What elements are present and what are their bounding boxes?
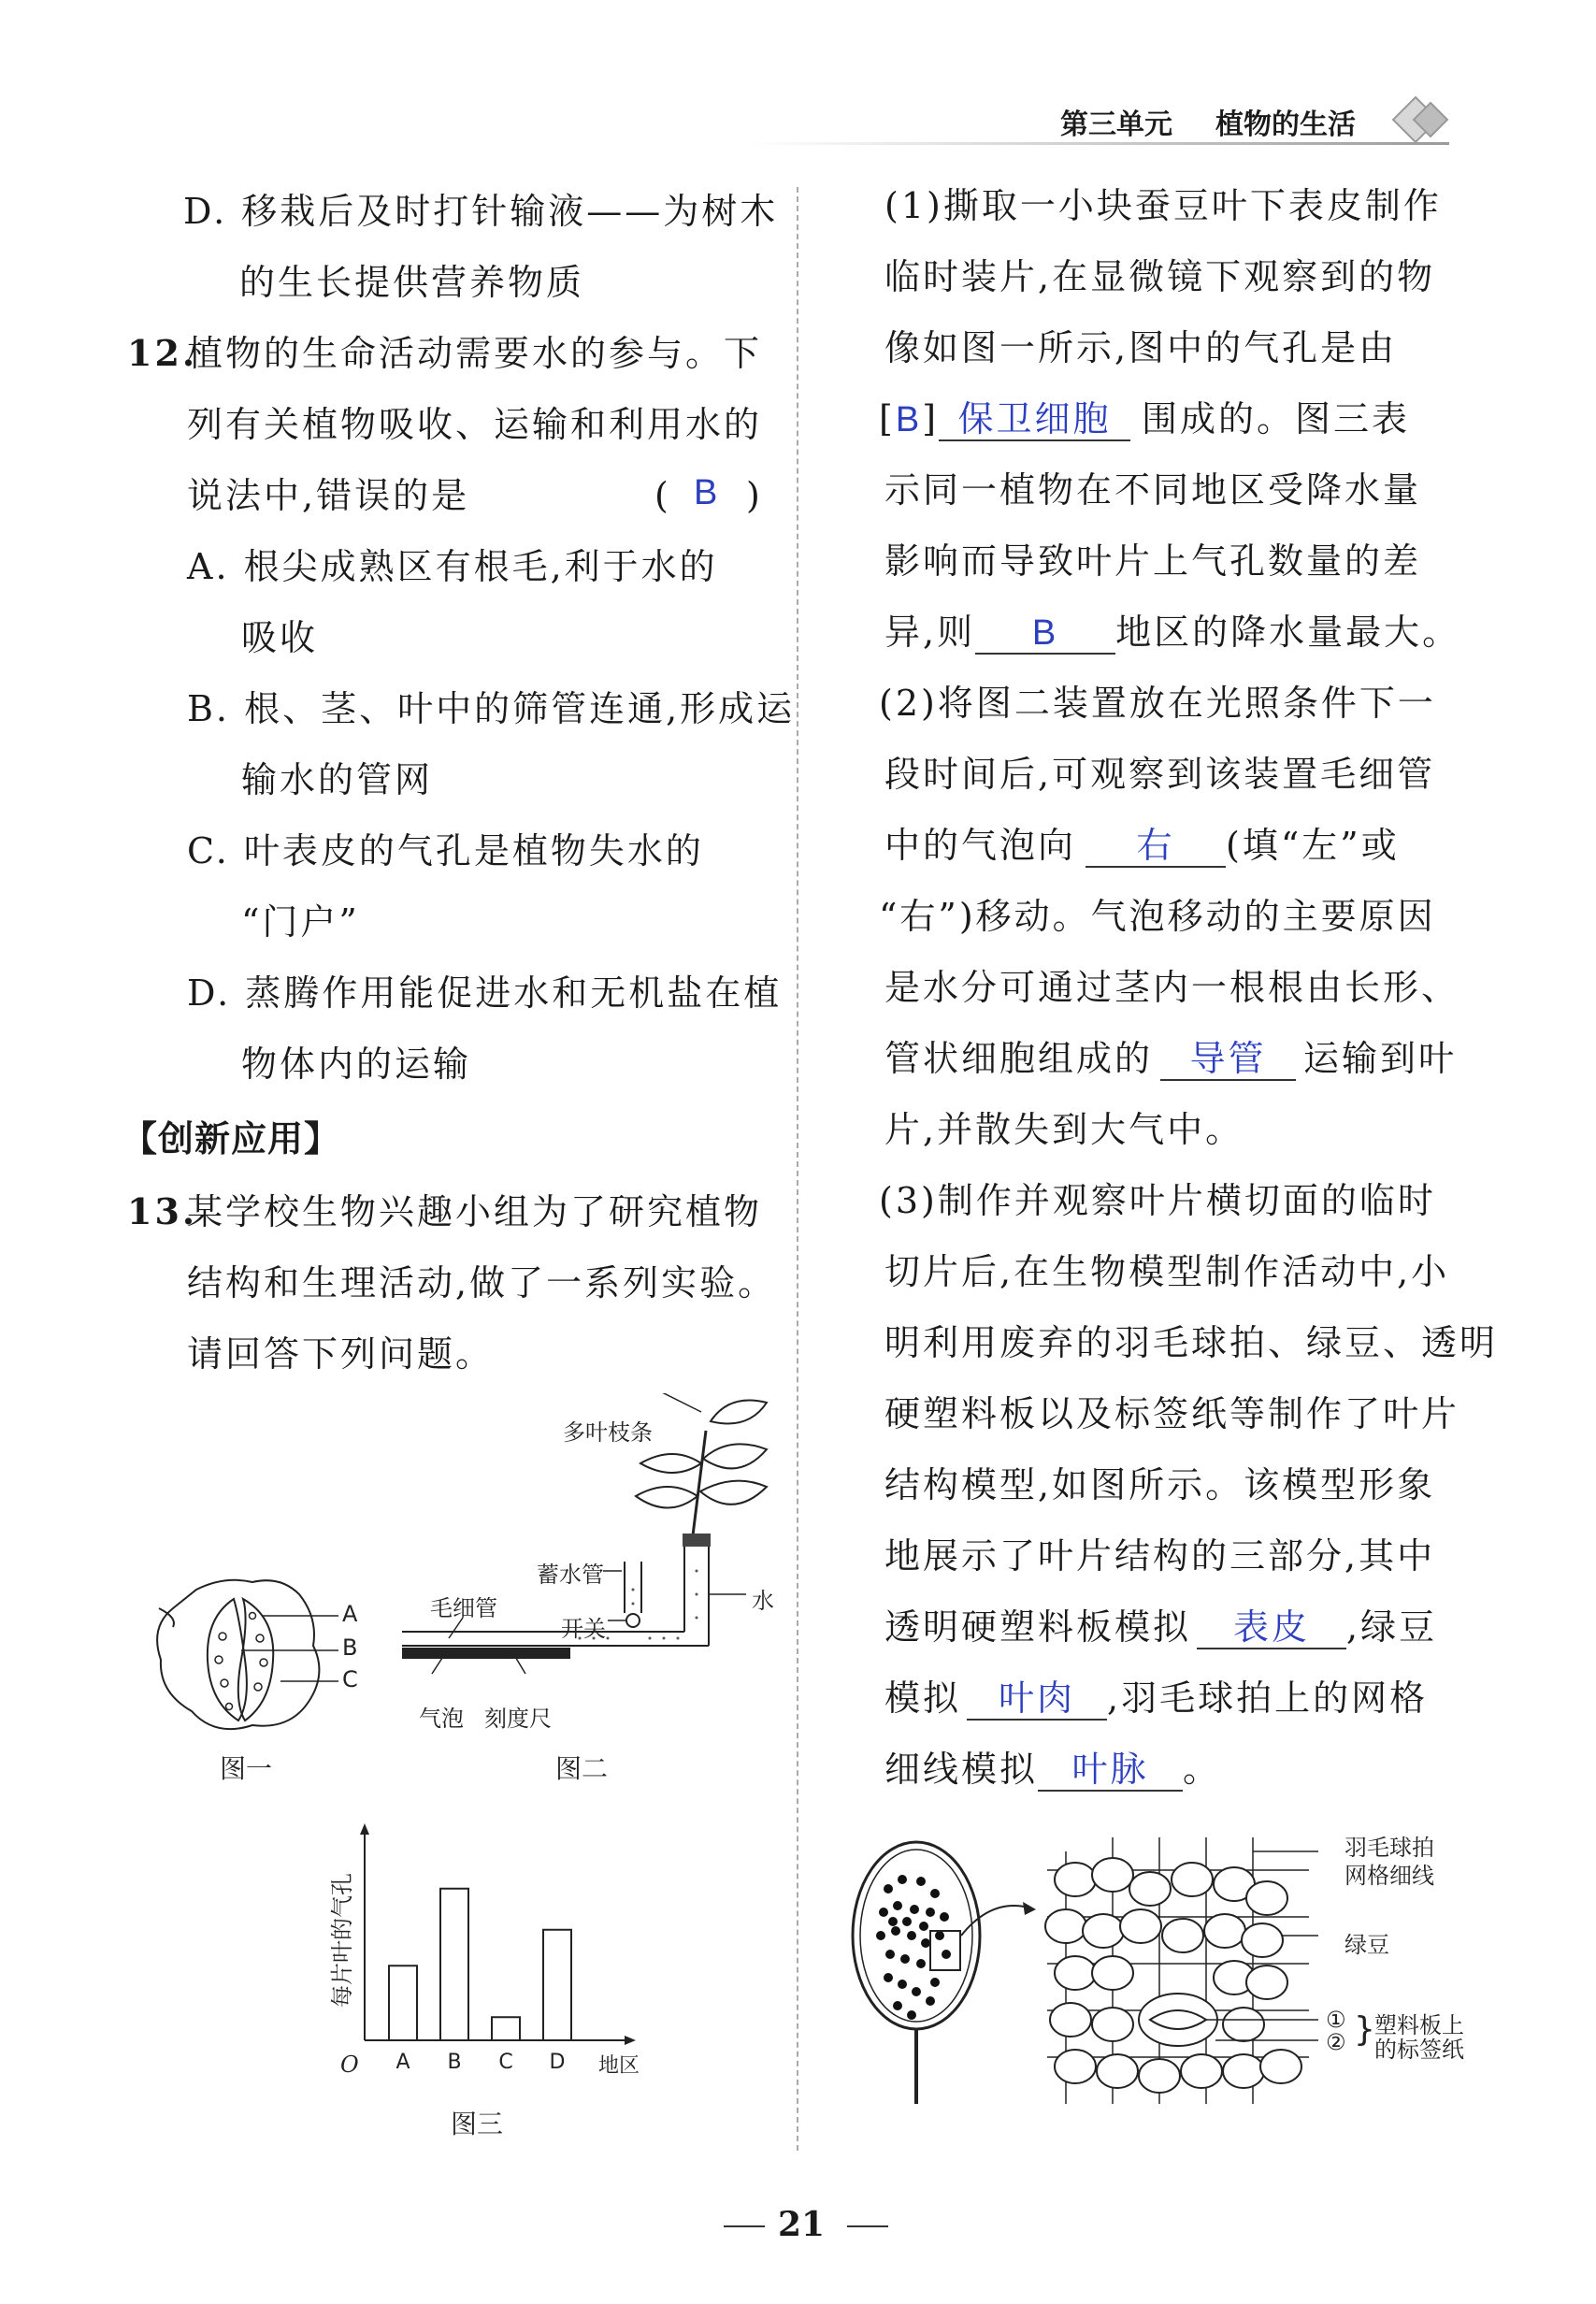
answer-blank-region: [975, 612, 1115, 655]
option-c-line1: C. 叶表皮的气孔是植物失水的: [187, 830, 704, 871]
footer-dash-right: [847, 2225, 888, 2227]
question-12-paren-close: ): [746, 475, 763, 516]
figure-2-caption: 图二: [555, 1753, 609, 1784]
part-2-line5: 是水分可通过茎内一根根由长形、: [884, 967, 1460, 1008]
option-d-prev-line2: 的生长提供营养物质: [239, 262, 585, 303]
bar-C: [492, 2017, 520, 2040]
figure-1-label-b: B: [342, 1634, 358, 1661]
option-b-line2: 输水的管网: [241, 759, 434, 800]
part-3-line6: 地展示了叶片结构的三部分,其中: [884, 1535, 1436, 1577]
part-3-line1: (3)制作并观察叶片横切面的临时: [879, 1180, 1436, 1221]
footer-dash-left: [724, 2225, 765, 2227]
part-3-line9-head: 细线模拟: [884, 1749, 1039, 1790]
figure-2-label-reservoir: 蓄水管: [537, 1562, 604, 1588]
part-2-line2: 段时间后,可观察到该装置毛细管: [884, 754, 1436, 795]
tick-label-B: B: [447, 2051, 462, 2074]
model-mark-2: ②: [1326, 2029, 1346, 2055]
answer-blank-epidermis: [1197, 1606, 1346, 1649]
question-12-paren-open: (: [654, 475, 671, 516]
part-1-line4: [879, 383, 1410, 455]
part-2-line3-head: 中的气泡向: [884, 825, 1077, 866]
figure-2-label-branch: 多叶枝条: [563, 1419, 653, 1446]
column-divider: [797, 187, 798, 2151]
model-label-grid-1: 羽毛球拍: [1344, 1835, 1434, 1861]
tick-label-A: A: [395, 2051, 410, 2074]
figure-2-label-ruler: 刻度尺: [484, 1706, 552, 1732]
figure-3-bar-chart: [318, 1823, 692, 2095]
bar-D: [543, 1930, 571, 2040]
part-1-line5: 示同一植物在不同地区受降水量: [884, 469, 1422, 511]
figure-1-caption: 图一: [220, 1753, 273, 1784]
part-1-line1: (1)撕取一小块蚕豆叶下表皮制作: [884, 185, 1442, 226]
part-1-line4-tail: 围成的。图三表: [1142, 398, 1411, 439]
figure-1-stoma-diagram: [140, 1571, 374, 1749]
part-3-line8: [884, 1663, 1428, 1734]
answer-blank-vein: [1038, 1749, 1183, 1792]
figure-1-label-c: C: [342, 1666, 358, 1692]
part-1-line2: 临时装片,在显微镜下观察到的物: [884, 256, 1436, 297]
question-13-line3: 请回答下列问题。: [187, 1333, 495, 1375]
bar-A: [389, 1966, 417, 2040]
part-3-line2: 切片后,在生物模型制作活动中,小: [884, 1251, 1450, 1292]
part-2-line3: [884, 810, 1400, 881]
answer-stoma-letter: B: [895, 400, 923, 439]
part-1-line7-tail: 地区的降水量最大。: [1115, 612, 1461, 653]
figure-2-label-water: 水: [752, 1588, 774, 1614]
model-label-sticker-1: 塑料板上: [1374, 2012, 1464, 2038]
part-3-line7-head: 透明硬塑料板模拟: [884, 1606, 1192, 1648]
answer-direction: 右: [1136, 827, 1175, 866]
bracket-open: [: [879, 398, 896, 439]
chapter-title: 植物的生活: [1215, 108, 1356, 141]
question-12-line2: 列有关植物吸收、运输和利用水的: [187, 404, 763, 445]
part-3-line9: [884, 1734, 1221, 1805]
part-2-line6: [884, 1023, 1457, 1094]
tick-label-D: D: [549, 2051, 566, 2074]
answer-epidermis: 表皮: [1233, 1608, 1311, 1648]
question-13-line1: 某学校生物兴趣小组为了研究植物: [187, 1191, 763, 1232]
question-12-line3: 说法中,错误的是: [187, 475, 470, 516]
model-mark-1: ①: [1326, 2007, 1346, 2033]
figure-1-label-a: A: [342, 1601, 358, 1627]
figure-2-label-bubble: 气泡: [419, 1706, 464, 1732]
page-number: 21: [778, 2205, 826, 2244]
part-1-line6: 影响而导致叶片上气孔数量的差: [884, 540, 1422, 582]
header-rule: [748, 142, 1449, 145]
bracket-close: ]: [922, 398, 940, 439]
part-2-line6-head: 管状细胞组成的: [884, 1038, 1154, 1079]
figure-3-caption: 图三: [451, 2109, 504, 2139]
option-d-line2: 物体内的运输: [241, 1044, 472, 1085]
part-2-line6-tail: 运输到叶: [1303, 1038, 1458, 1079]
part-2-line7: 片,并散失到大气中。: [884, 1109, 1244, 1150]
answer-blank-vessel: [1160, 1038, 1296, 1081]
model-label-bean: 绿豆: [1344, 1932, 1389, 1958]
model-label-sticker-2: 的标签纸: [1374, 2037, 1464, 2063]
part-2-line4: “右”)移动。气泡移动的主要原因: [879, 896, 1436, 937]
part-3-line4: 硬塑料板以及标签纸等制作了叶片: [884, 1393, 1460, 1434]
part-1-line3: 像如图一所示,图中的气孔是由: [884, 327, 1398, 368]
chart-x-arrow: [625, 2036, 636, 2045]
question-12-answer: B: [694, 473, 718, 512]
part-2-line1: (2)将图二装置放在光照条件下一: [879, 683, 1436, 724]
model-brace: }: [1354, 2010, 1375, 2049]
option-a-line2: 吸收: [241, 617, 319, 658]
answer-vein: 叶脉: [1071, 1750, 1149, 1790]
part-3-line3: 明利用废弃的羽毛球拍、绿豆、透明: [884, 1322, 1499, 1363]
part-1-line7-head: 异,则: [884, 612, 976, 653]
option-c-line2: “门户”: [241, 901, 360, 943]
section-heading: 【创新应用】: [122, 1118, 341, 1159]
figure-2-label-capillary: 毛细管: [430, 1595, 497, 1621]
option-d-prev-line1: D. 移栽后及时打针输液——为树木: [183, 191, 779, 232]
chart-y-arrow: [360, 1823, 369, 1835]
answer-blank-mesophyll: [967, 1678, 1107, 1721]
part-3-line7: [884, 1591, 1437, 1663]
part-3-line9-tail: 。: [1183, 1749, 1222, 1790]
part-2-line3-tail: (填“左”或: [1226, 825, 1400, 866]
chart-origin: O: [340, 2052, 359, 2078]
figure-2-label-switch: 开关: [561, 1616, 606, 1642]
part-3-line8-head: 模拟: [884, 1678, 962, 1719]
model-label-grid-2: 网格细线: [1344, 1863, 1434, 1889]
answer-blank-guard-cells: [939, 398, 1130, 441]
question-13-number: 13.: [127, 1190, 198, 1232]
part-1-line7: [884, 597, 1460, 668]
question-13-line2: 结构和生理活动,做了一系列实验。: [187, 1262, 777, 1303]
option-d-line1: D. 蒸腾作用能促进水和无机盐在植: [187, 972, 783, 1014]
answer-guard-cells: 保卫细胞: [957, 400, 1112, 439]
question-12-line1: 植物的生命活动需要水的参与。下: [187, 333, 763, 374]
bar-B: [440, 1889, 468, 2040]
answer-region: B: [1031, 613, 1059, 653]
part-3-line5: 结构模型,如图所示。该模型形象: [884, 1464, 1436, 1505]
answer-mesophyll: 叶肉: [999, 1679, 1076, 1719]
unit-label: 第三单元: [1060, 108, 1172, 141]
option-b-line1: B. 根、茎、叶中的筛管连通,形成运: [187, 688, 796, 729]
tick-label-C: C: [498, 2051, 513, 2074]
part-3-line7-tail: ,绿豆: [1346, 1606, 1438, 1648]
part-3-line8-tail: ,羽毛球拍上的网格: [1107, 1678, 1429, 1719]
question-12-number: 12.: [127, 332, 198, 374]
chart-ylabel: 每片叶的气孔: [329, 1873, 355, 2008]
chart-xlabel: 地区: [598, 2054, 640, 2078]
option-a-line1: A. 根尖成熟区有根毛,利于水的: [187, 546, 718, 587]
diamond-icon: [1389, 94, 1455, 146]
answer-blank-direction: [1086, 825, 1226, 868]
answer-vessel: 导管: [1189, 1040, 1267, 1079]
